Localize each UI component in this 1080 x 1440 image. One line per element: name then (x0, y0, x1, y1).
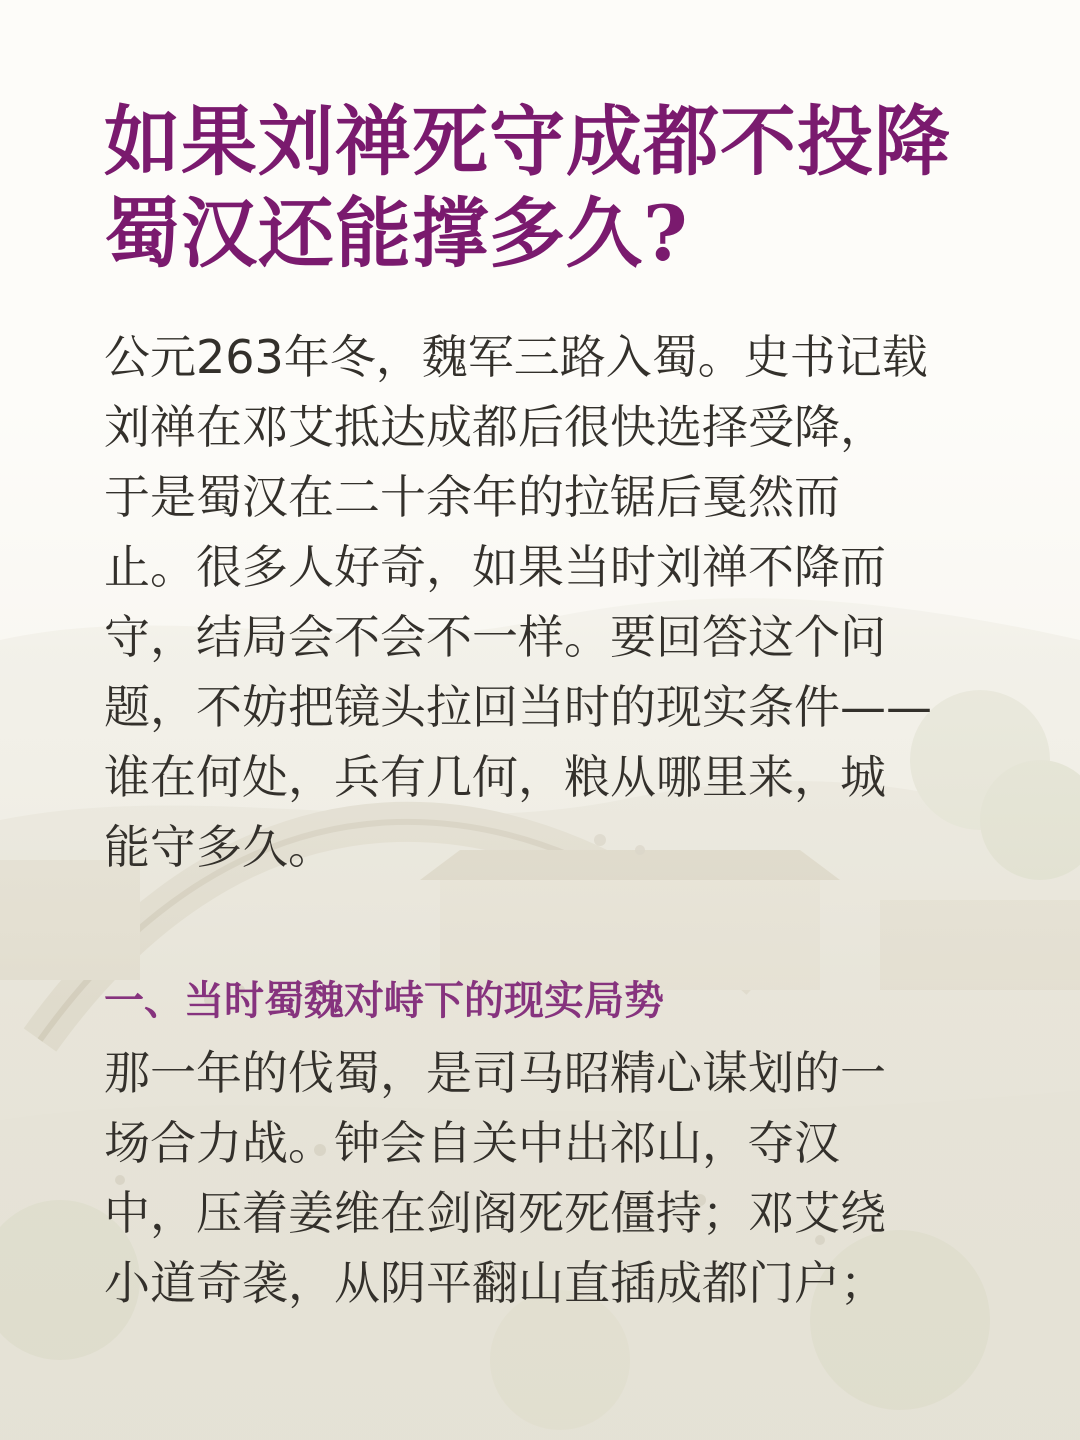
section-heading: 一、当时蜀魏对峙下的现实局势 (104, 978, 664, 1024)
section-line: 中，压着姜维在剑阁死死僵持；邓艾绕 (104, 1186, 886, 1240)
title-line-1: 如果刘禅死守成都不投降 (104, 97, 951, 186)
intro-line: 题，不妨把镜头拉回当时的现实条件—— (104, 680, 932, 734)
intro-line: 守，结局会不会不一样。要回答这个问 (104, 610, 886, 664)
section-paragraph (104, 1038, 976, 1318)
intro-line: 能守多久。 (104, 820, 334, 874)
section-line: 场合力战。钟会自关中出祁山，夺汉 (104, 1116, 840, 1170)
intro-line: 谁在何处，兵有几何，粮从哪里来，城 (104, 750, 886, 804)
title-line-2: 蜀汉还能撑多久? (104, 189, 689, 278)
intro-line: 刘禅在邓艾抵达成都后很快选择受降， (104, 400, 886, 454)
intro-paragraph (104, 322, 976, 882)
intro-line: 止。很多人好奇，如果当时刘禅不降而 (104, 540, 886, 594)
article-title (104, 96, 1004, 280)
section-line: 那一年的伐蜀，是司马昭精心谋划的一 (104, 1046, 886, 1100)
intro-line: 于是蜀汉在二十余年的拉锯后戛然而 (104, 470, 840, 524)
intro-line: 公元263年冬，魏军三路入蜀。史书记载 (104, 330, 928, 384)
section-line: 小道奇袭，从阴平翻山直插成都门户； (104, 1256, 886, 1310)
